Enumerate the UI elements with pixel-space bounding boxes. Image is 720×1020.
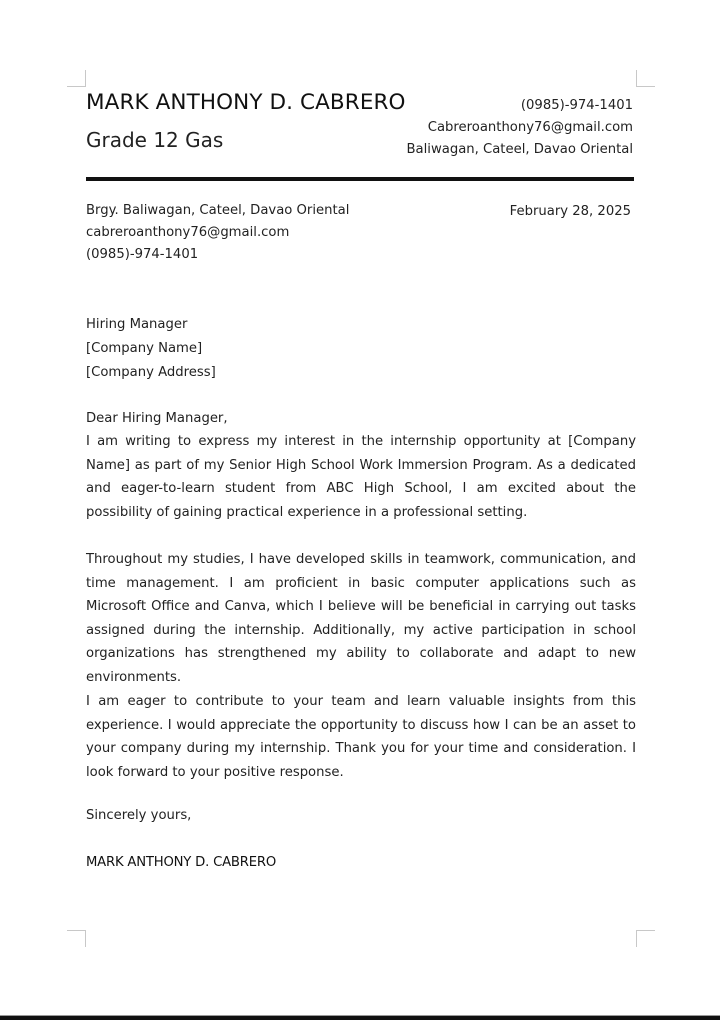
recipient-block xyxy=(86,313,216,385)
body-paragraph-2 xyxy=(86,548,636,689)
recipient-company-address: [Company Address] xyxy=(86,365,216,380)
sender-block xyxy=(86,200,349,266)
body-paragraph-3 xyxy=(86,690,636,784)
sender-email: cabreroanthony76@gmail.com xyxy=(86,225,290,240)
corner-mark-top-right-icon xyxy=(636,70,655,87)
recipient-company-name: [Company Name] xyxy=(86,341,203,356)
letter-date: February 28, 2025 xyxy=(509,204,631,219)
sender-phone: (0985)-974-1401 xyxy=(86,247,199,262)
header-name: MARK ANTHONY D. CABRERO xyxy=(86,90,406,115)
corner-mark-bottom-left-icon xyxy=(67,930,86,947)
header-divider xyxy=(86,177,634,181)
header-subtitle: Grade 12 Gas xyxy=(86,128,224,152)
header-contact xyxy=(407,95,634,161)
salutation: Dear Hiring Manager, xyxy=(86,411,228,426)
corner-mark-top-left-icon xyxy=(67,70,86,87)
body-paragraph-1 xyxy=(86,430,636,524)
sender-address: Brgy. Baliwagan, Cateel, Davao Oriental xyxy=(86,203,350,218)
paragraph-text: I am writing to express my interest in the internship opportunity at [Company Name] as part of my Senior High School Work Immersion Program. As a dedicated and eager-to-learn student from ABC High School, I am excited about the possibility of gaining practical experience in a professional setting. xyxy=(86,434,636,520)
recipient-title: Hiring Manager xyxy=(86,317,188,332)
corner-mark-bottom-right-icon xyxy=(636,930,655,947)
page-bottom-edge xyxy=(0,1015,720,1020)
header-email: Cabreroanthony76@gmail.com xyxy=(427,120,633,135)
paragraph-text: I am eager to contribute to your team and learn valuable insights from this experience. I would appreciate the opportunity to discuss how I can be an asset to your company during my internship. Thank you for your time and consideration. I look forward to your positive response. xyxy=(86,694,636,780)
paragraph-text: Throughout my studies, I have developed skills in teamwork, communication, and time management. I am proficient in basic computer applications such as Microsoft Office and Canva, which I believe will be beneficial in carrying out tasks assigned during the internship. Additionally, my active participation in school organizations has strengthened my ability to collaborate and adapt to new environments. xyxy=(86,552,636,685)
signature: MARK ANTHONY D. CABRERO xyxy=(86,855,277,870)
header-address: Baliwagan, Cateel, Davao Oriental xyxy=(406,142,633,157)
closing: Sincerely yours, xyxy=(86,808,192,823)
header-phone: (0985)-974-1401 xyxy=(520,98,633,113)
